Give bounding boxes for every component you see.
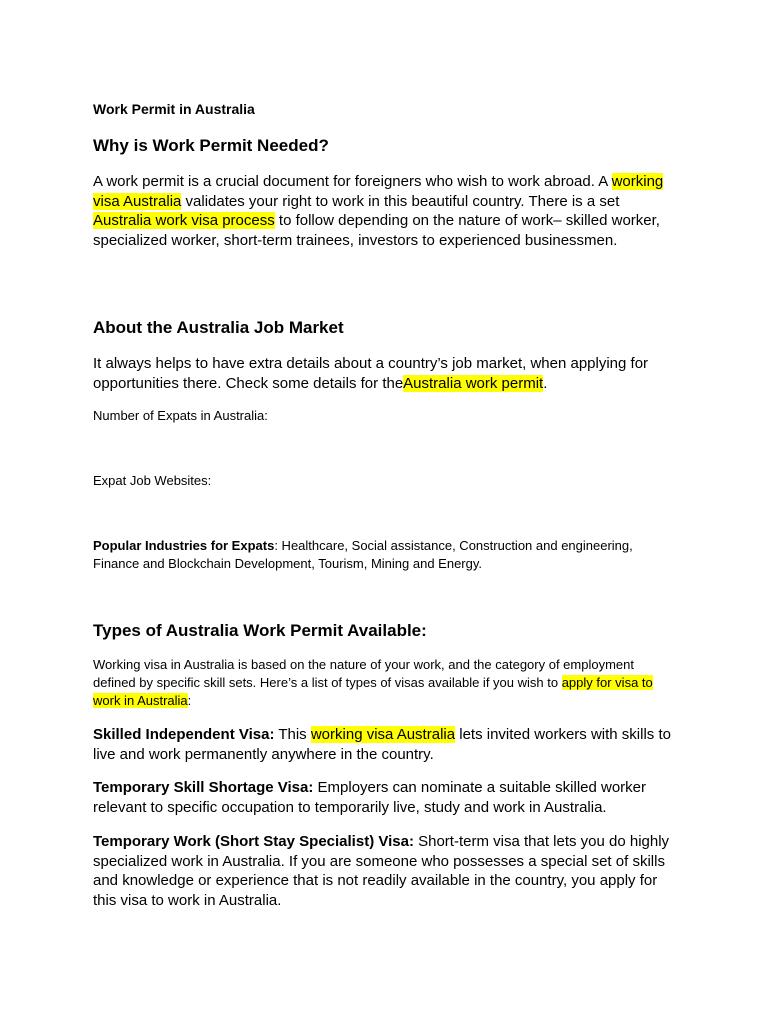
highlight-apply-for-visa: apply for visa to work in Australia — [93, 675, 653, 708]
paragraph-types-intro — [93, 656, 678, 710]
visa-name: Temporary Work (Short Stay Specialist) Visa: — [93, 833, 414, 850]
paragraph-why-work-permit — [93, 172, 678, 250]
highlight-working-visa-australia: working visa Australia — [93, 173, 664, 210]
visa-item-short-stay-specialist — [93, 832, 678, 910]
document-title: Work Permit in Australia — [93, 101, 255, 117]
paragraph-text: A work permit is a crucial document for foreigners who wish to work abroad. A — [93, 173, 612, 190]
highlight-working-visa-australia: working visa Australia — [310, 726, 456, 743]
visa-name: Skilled Independent Visa: — [93, 726, 275, 743]
paragraph-text: It always helps to have extra details about a country’s job market, when applying for opportunities there. Check some details for the — [93, 355, 649, 392]
heading-why-work-permit: Why is Work Permit Needed? — [93, 136, 329, 155]
visa-item-skilled-independent — [93, 725, 678, 764]
highlight-australia-work-visa-process: Australia work visa process — [93, 212, 275, 229]
highlight-australia-work-permit: Australia work permit — [403, 374, 544, 392]
expat-job-websites-label: Expat Job Websites: — [93, 473, 212, 488]
paragraph-text: : — [187, 693, 192, 708]
popular-industries — [93, 537, 678, 573]
visa-description: Employers can nominate a suitable skilled worker relevant to specific occupation to temporarily live, study and work in Australia. — [93, 779, 647, 816]
heading-job-market: About the Australia Job Market — [93, 318, 344, 337]
visa-description: lets invited workers with skills to live and work permanently anywhere in the country. — [93, 726, 671, 763]
heading-types-of-permit: Types of Australia Work Permit Available: — [93, 621, 427, 640]
paragraph-text: validates your right to work in this beautiful country. There is a set — [181, 192, 620, 210]
expats-count-label: Number of Expats in Australia: — [93, 408, 268, 423]
popular-industries-list: : Healthcare, Social assistance, Construction and engineering, Finance and Blockchain Development, Tourism, Mining and Energy. — [93, 538, 633, 571]
paragraph-text: Working visa in Australia is based on the nature of your work, and the category of employment defined by specific skill sets. Here’s a list of types of visas available if you wish to — [93, 657, 634, 690]
paragraph-job-market — [93, 354, 678, 393]
visa-item-temporary-skill-shortage — [93, 778, 678, 817]
paragraph-text: to follow depending on the nature of work– skilled worker, specialized worker, short-term trainees, investors to experienced businessmen. — [93, 212, 660, 249]
visa-description: Short-term visa that lets you do highly specialized work in Australia. If you are someone who possesses a special set of skills and knowledge or experience that is not readily available in the country, you apply for this visa to work in Australia. — [93, 833, 670, 909]
visa-description: This — [274, 726, 311, 743]
visa-name: Temporary Skill Shortage Visa: — [93, 779, 314, 796]
paragraph-text: . — [543, 374, 548, 392]
popular-industries-label: Popular Industries for Expats — [93, 538, 275, 553]
